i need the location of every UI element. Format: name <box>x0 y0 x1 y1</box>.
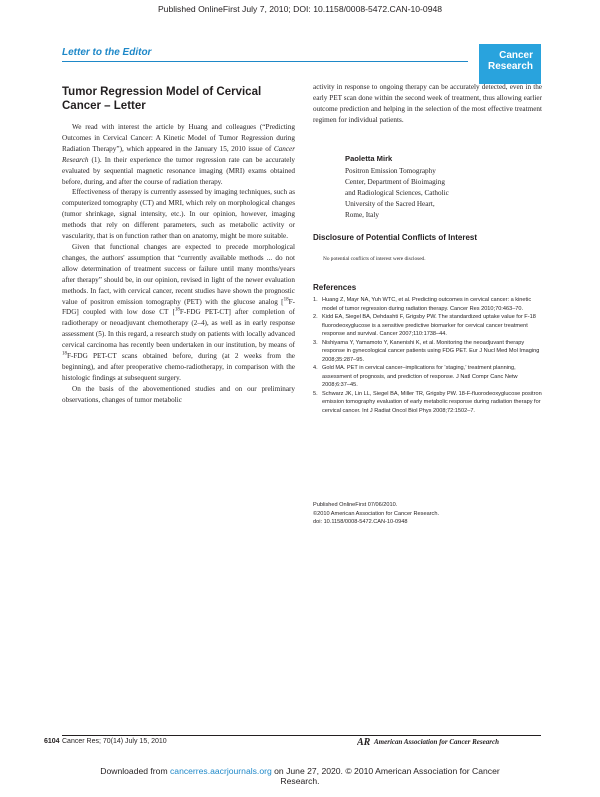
publication-info <box>313 501 439 527</box>
aacr-name: American Association for Cancer Research <box>374 738 499 746</box>
journal-badge <box>479 44 541 84</box>
affiliation-line: and Radiological Sciences, Catholic <box>345 188 449 197</box>
download-prefix: Downloaded from <box>100 766 170 776</box>
left-column <box>62 122 295 406</box>
disclosure-text: No potential conflicts of interest were disclosed. <box>323 256 426 262</box>
reference-number: 1. <box>313 297 318 303</box>
reference-item <box>313 364 542 390</box>
published-online-line: Published OnlineFirst 07/06/2010. <box>313 502 398 508</box>
affiliation-line: University of the Sacred Heart, <box>345 199 435 208</box>
download-notice <box>0 766 600 786</box>
page-number: 6104 <box>44 738 60 745</box>
reference-text: Kidd EA, Siegel BA, Dehdashti F, Grigsby PW. The standardized uptake value for F-18 fluorodeoxyglucose is a sensitive predictive biomarker for cervical cancer treatment response and survival. Cancer 2007;110:1738–44. <box>322 314 536 337</box>
reference-item <box>313 296 542 313</box>
reference-text: Huang Z, Mayr NA, Yuh WTC, et al. Predicting outcomes in cervical cancer: a kinetic model of tumor regression during radiation therapy. Cancer Res 2010;70:463–70. <box>322 297 532 312</box>
reference-item <box>313 390 542 416</box>
author-block <box>345 154 449 220</box>
reference-item <box>313 339 542 365</box>
download-suffix: on June 27, 2020. © 2010 American Association for Cancer <box>271 766 500 776</box>
paragraph-1: We read with interest the article by Huang and colleagues (“Predicting Outcomes in Cervical Cancer: A Kinetic Model of Tumor Regression during Radiation Therapy”), which appeared in the January 15, 2010 issue of Cancer Research (1). In their experience the tumor regression rate can be accurately evaluated by sequential magnetic resonance imaging (MRI) exams obtained before, during, and after the course of radiation therapy. <box>62 123 295 186</box>
copyright-line: ©2010 American Association for Cancer Research. <box>313 510 440 517</box>
affiliation-line: Center, Department of Bioimaging <box>345 177 445 186</box>
aacr-logo-mark-icon <box>357 735 375 747</box>
reference-number: 2. <box>313 314 318 320</box>
footer-rule <box>62 735 541 736</box>
paragraph-4: On the basis of the abovementioned studies and on our preliminary observations, changes of tumor metabolic <box>62 384 295 404</box>
affiliation-line: Positron Emission Tomography <box>345 166 436 175</box>
author-name: Paoletta Mirk <box>345 154 393 163</box>
svg-text:AR: AR <box>357 737 371 747</box>
reference-number: 4. <box>313 365 318 371</box>
right-column <box>313 82 542 126</box>
journal-badge-line2: Research <box>487 61 533 72</box>
section-label: Letter to the Editor <box>62 47 152 58</box>
reference-item <box>313 313 542 339</box>
paragraph-2: Effectiveness of therapy is currently assessed by imaging techniques, such as computerized tomography (CT) and MRI, which rely on morphological changes (tumor shrinkage, signal intensity, etc.). In our opinion, however, imaging methods that rely on different parameters, such as metabolic activity or vascularity, that is on function rather than on anatomy, might be more suitable. <box>62 188 295 241</box>
header-rule <box>62 61 468 62</box>
journal-badge-line1: Cancer <box>499 50 533 61</box>
reference-number: 5. <box>313 390 318 397</box>
paragraph-3: Given that functional changes are expected to precede morphological changes, the authors' assumption that “currently available methods ... do not allow determination of treatment success or failure until many months/years after therapy” should be, in our opinion, revised in light of the newer evaluation methods. In fact, with cervical cancer, recent studies have shown the prognostic value of positron emission tomography (PET) with the glucose analog [$^{18}$F-FDG] coupled with low dose CT [$^{18}$F-FDG PET-CT] after completion of radiotherapy or neoadjuvant chemotherapy (2–4), as well as in early response assessment (5). In this regard, a research study on patients with locally advanced cervical carcinoma has recently been undertaken in our institution, by means of $^{18}$F-FDG PET-CT scans obtained before, during (at 2 weeks from the beginning), and after preoperative chemo-radiotherapy, in comparison with the histologic findings at subsequent surgery. <box>62 242 295 382</box>
download-line2: Research. <box>280 776 320 786</box>
doi-line: doi: 10.1158/0008-5472.CAN-10-0948 <box>313 519 408 525</box>
doi-header: Published OnlineFirst July 7, 2010; DOI: 10.1158/0008-5472.CAN-10-0948 <box>157 4 443 14</box>
reference-text: Gold MA. PET in cervical cancer–implications for ‘staging,’ treatment planning, assessment of prognosis, and prediction of response. J Natl Compr Canc Netw 2008;6:37–45. <box>322 365 518 388</box>
reference-list <box>313 296 542 415</box>
affiliation-line: Rome, Italy <box>345 210 379 219</box>
article-title: Tumor Regression Model of Cervical Cancer – Letter <box>62 86 262 112</box>
reference-number: 3. <box>313 339 318 346</box>
disclosure-heading: Disclosure of Potential Conflicts of Interest <box>313 233 478 242</box>
reference-text: Nishiyama Y, Yamamoto Y, Kanenishi K, et al. Monitoring the neoadjuvant therapy response in gynecological cancer patients using FDG PET. Eur J Nucl Med Mol Imaging 2008;35:287–95. <box>322 339 540 363</box>
footer-citation: Cancer Res; 70(14) July 15, 2010 <box>62 738 167 745</box>
download-link[interactable]: cancerres.aacrjournals.org <box>170 766 272 776</box>
reference-text: Schwarz JK, Lin LL, Siegel BA, Miller TR, Grigsby PW. 18-F-fluorodeoxyglucose positron emission tomography evaluation of early metabolic response during radiation therapy for cervical cancer. Int J Radiat Oncol Biol Phys 2008;72:1502–7. <box>322 390 542 414</box>
references-heading: References <box>313 283 357 292</box>
paragraph-continued: activity in response to ongoing therapy can be accurately detected, even in the early PET scan done within the second week of treatment, thus allowing earlier outcome prediction and helping in the selection of the most effective treatment regimen for individual patients. <box>313 83 542 124</box>
